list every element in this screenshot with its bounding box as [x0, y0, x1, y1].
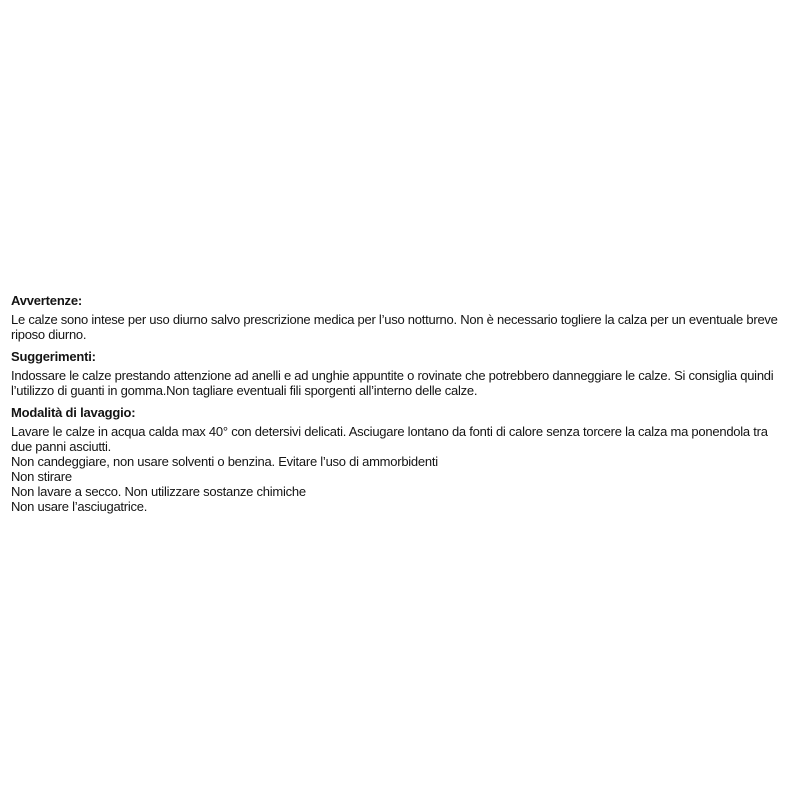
paragraph-line: Le calze sono intese per uso diurno salvo prescrizione medica per l’uso notturno. Non è necessario togliere la calza per un eventuale breve: [11, 312, 778, 327]
paragraph-line: l’utilizzo di guanti in gomma.Non tagliare eventuali fili sporgenti all’interno delle calze.: [11, 383, 478, 398]
paragraph-line: riposo diurno.: [11, 327, 87, 342]
section-avvertenze: [11, 293, 797, 342]
section-heading-modalita-di-lavaggio: Modalità di lavaggio:: [11, 405, 136, 420]
washing-rule-line: Non candeggiare, non usare solventi o benzina. Evitare l’uso di ammorbidenti: [11, 454, 438, 469]
washing-rule-line: Non usare l’asciugatrice.: [11, 499, 148, 514]
section-suggerimenti: [11, 349, 797, 398]
paragraph-line: Lavare le calze in acqua calda max 40° con detersivi delicati. Asciugare lontano da fonti di calore senza torcere la calza ma ponendola tra: [11, 424, 768, 439]
section-modalita-di-lavaggio: [11, 405, 797, 514]
paragraph-line: due panni asciutti.: [11, 439, 112, 454]
section-heading-suggerimenti: Suggerimenti:: [11, 349, 96, 364]
washing-rule-line: Non stirare: [11, 469, 72, 484]
paragraph-line: Indossare le calze prestando attenzione ad anelli e ad unghie appuntite o rovinate che potrebbero danneggiare le calze. Si consiglia quindi: [11, 368, 774, 383]
washing-rule-line: Non lavare a secco. Non utilizzare sostanze chimiche: [11, 484, 306, 499]
section-heading-avvertenze: Avvertenze:: [11, 293, 83, 308]
care-instructions-text: [11, 293, 797, 521]
